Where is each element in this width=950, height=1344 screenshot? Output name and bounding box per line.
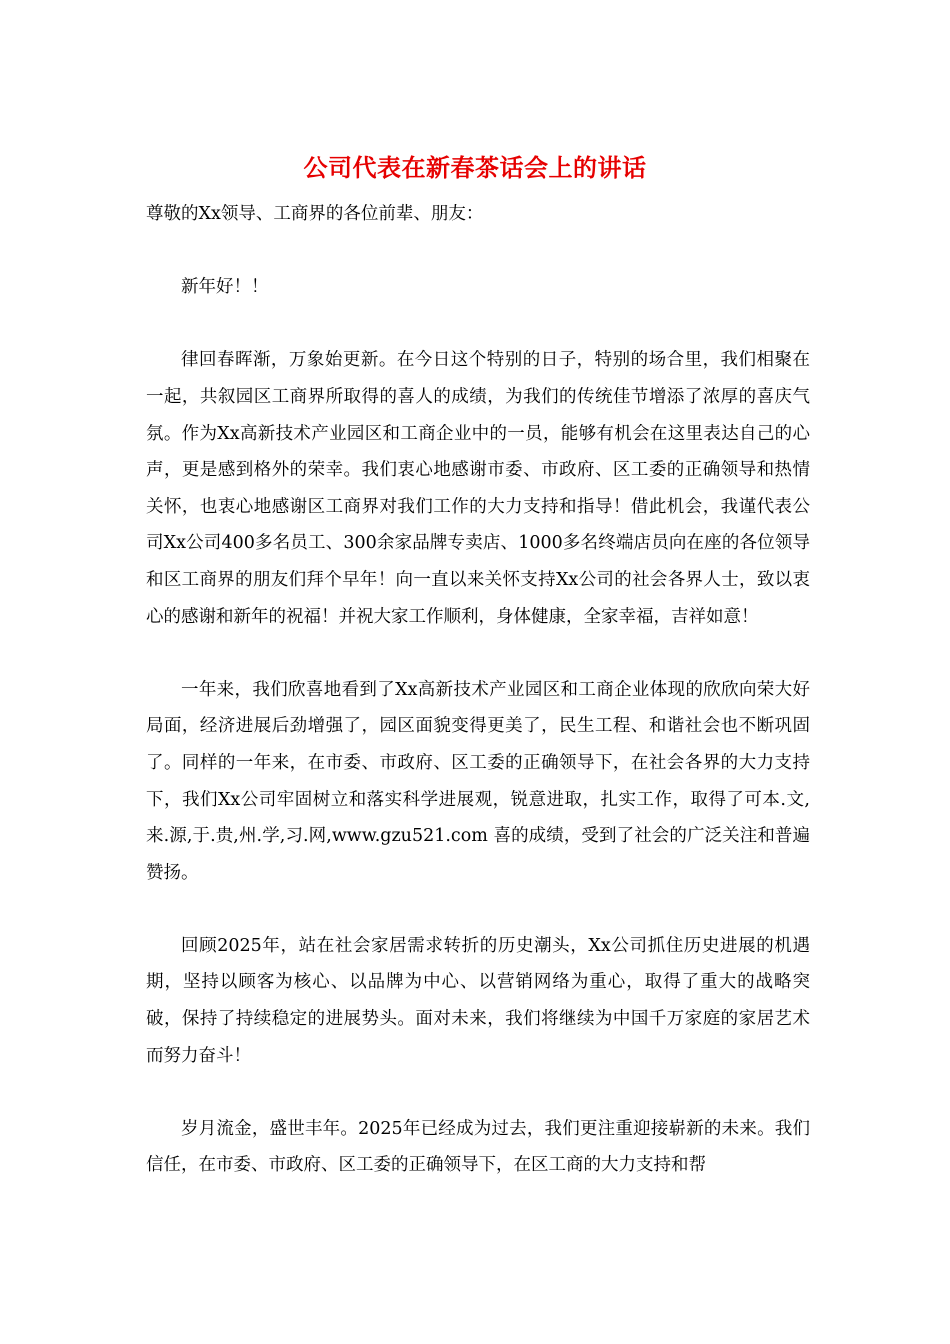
paragraph: 律回春晖渐，万象始更新。在今日这个特别的日子，特别的场合里，我们相聚在一起，共叙园区工商界所取得的喜人的成绩，为我们的传统佳节增添了浓厚的喜庆气氛。作为Xx高新技术产业园区和工商企业中的一员，能够有机会在这里表达自己的心声，更是感到格外的荣幸。我们衷心地感谢市委、市政府、区工委的正确领导和热情关怀，也衷心地感谢区工商界对我们工作的大力支持和指导！借此机会，我谨代表公司Xx公司400多名员工、300余家品牌专卖店、1000多名终端店员向在座的各位领导和区工商界的朋友们拜个早年！向一直以来关怀支持Xx公司的社会各界人士，致以衷心的感谢和新年的祝福！并祝大家工作顺利，身体健康，全家幸福，吉祥如意！ — [146, 350, 810, 627]
document-body — [146, 196, 810, 1184]
paragraph: 回顾2025年，站在社会家居需求转折的历史潮头，Xx公司抓住历史进展的机遇期，坚持以顾客为核心、以品牌为中心、以营销网络为重心，取得了重大的战略突破，保持了持续稳定的进展势头。面对未来，我们将继续为中国千万家庭的家居艺术而努力奋斗！ — [146, 935, 810, 1066]
page-title: 公司代表在新春茶话会上的讲话 — [303, 153, 647, 182]
paragraph: 岁月流金，盛世丰年。2025年已经成为过去，我们更注重迎接崭新的未来。我们信任，在市委、市政府、区工委的正确领导下，在区工商的大力支持和帮 — [146, 1118, 810, 1176]
salutation: 尊敬的Xx领导、工商界的各位前辈、朋友： — [146, 204, 484, 224]
greeting: 新年好！！ — [181, 277, 269, 298]
paragraph: 一年来，我们欣喜地看到了Xx高新技术产业园区和工商企业体现的欣欣向荣大好局面，经济进展后劲增强了，园区面貌变得更美了，民生工程、和谐社会也不断巩固了。同样的一年来，在市委、市政府、区工委的正确领导下，在社会各界的大力支持下，我们Xx公司牢固树立和落实科学进展观，锐意进取，扎实工作，取得了可本.文,来.源,于.贵,州.学,习.网,www.gzu521.com 喜的成绩，受到了社会的广泛关注和普遍赞扬。 — [146, 679, 810, 883]
